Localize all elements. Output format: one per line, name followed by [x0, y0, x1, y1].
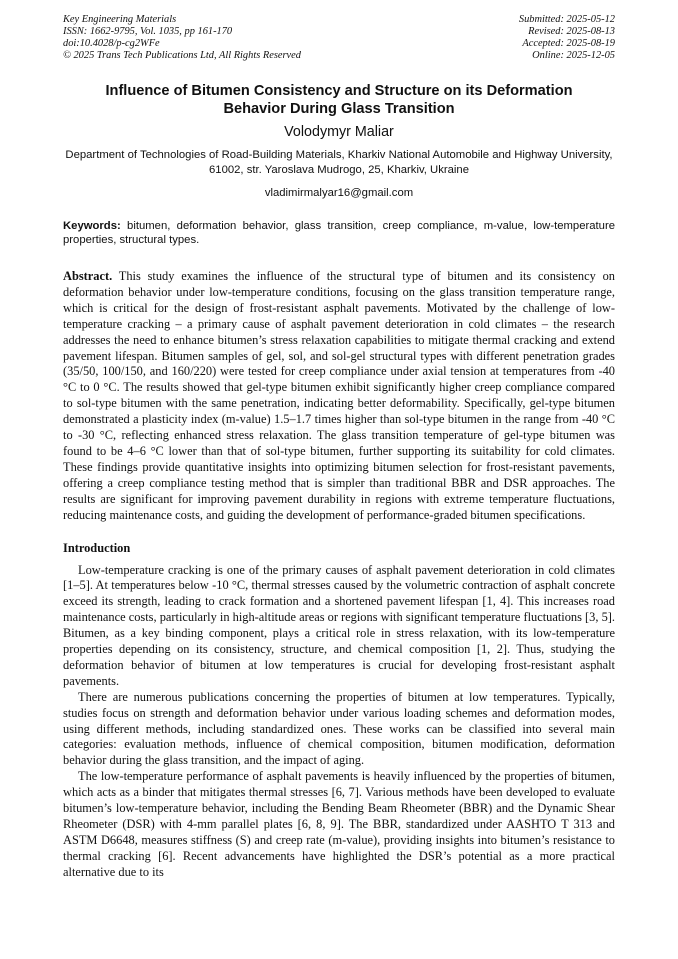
author-name: Volodymyr Maliar	[284, 124, 394, 140]
doi-line: doi:10.4028/p-cg2WFe	[63, 38, 160, 49]
journal-header	[63, 14, 615, 62]
author-email: vladimirmalyar16@gmail.com	[264, 187, 414, 199]
journal-name: Key Engineering Materials	[63, 14, 177, 25]
abstract	[63, 269, 615, 524]
keywords	[63, 220, 615, 247]
article-page	[63, 14, 615, 881]
revised-date: Revised: 2025-08-13	[528, 26, 615, 37]
journal-info	[63, 14, 301, 62]
abstract-text: This study examines the influence of the structural type of bitumen and its consistency on deformation behavior under low-temperature conditions, focusing on the glass transition temperature range, which is critical for the design of frost-resistant asphalt pavements. Motivated by the challenge of low-temperature cracking – a primary cause of asphalt pavement deterioration in cold climates – the research addresses the need to enhance bitumen’s stress relaxation capabilities to mitigate thermal cracking and extend pavement lifespan. Bitumen samples of gel, sol, and sol-gel structural types with different penetration grades (35/50, 100/150, and 160/220) were tested for creep compliance under axial tension at temperatures from -40 °C to 0 °C. The results showed that gel-type bitumen exhibit significantly higher creep compliance compared to sol-type bitumen with the same penetration, indicating better deformability. Specifically, gel-type bitumen demonstrated a plasticity index (m-value) 1.5–1.7 times higher than sol-type bitumen in the range from -40 °C to -30 °C, reflecting enhanced stress relaxation. The glass transition temperature of gel-type bitumen was found to be 4–6 °C lower than that of sol-type bitumen, further supporting its suitability for cold climates. These findings provide quantitative insights into optimizing bitumen selection for frost-resistant pavements, offering a creep compliance testing method that is simpler than traditional BBR and DSR approaches. The results are significant for improving pavement durability in regions with extreme temperature fluctuations, reducing maintenance costs, and guiding the development of performance-graded bitumen specifications.	[63, 269, 615, 522]
introduction-heading: Introduction	[63, 540, 131, 555]
accepted-date: Accepted: 2025-08-19	[522, 38, 615, 49]
issn-line: ISSN: 1662-9795, Vol. 1035, pp 161-170	[63, 26, 233, 37]
copyright-line: © 2025 Trans Tech Publications Ltd, All Rights Reserved	[63, 50, 301, 61]
intro-paragraph-3: The low-temperature performance of asphalt pavements is heavily influenced by the properties of bitumen, which acts as a binder that mitigates thermal stresses [6, 7]. Various methods have been developed to evaluate bitumen’s low-temperature behavior, including the Bending Beam Rheometer (BBR) and the Dynamic Shear Rheometer (DSR) with 4-mm parallel plates [6, 8, 9]. The BBR, standardized under AASHTO T 313 and ASTM D6648, measures stiffness (S) and creep rate (m-value), providing insights into bitumen’s resistance to thermal cracking [6]. Recent advancements have highlighted the DSR’s potential as a more practical alternative due to its	[63, 769, 615, 879]
keywords-text: bitumen, deformation behavior, glass transition, creep compliance, m-value, low-temperature properties, structural types.	[63, 220, 615, 246]
intro-paragraph-2: There are numerous publications concerning the properties of bitumen at low temperatures. Typically, studies focus on strength and deformation behavior under various loading schemes and deformation modes, using different methods, including standardized ones. These works can be classified into several main categories: evaluation methods, influence of chemical composition, bitumen modification, deformation behavior during the glass transition, and the impact of aging.	[63, 689, 615, 768]
intro-paragraph-1: Low-temperature cracking is one of the primary causes of asphalt pavement deterioration in cold climates [1–5]. At temperatures below -10 °C, thermal stresses caused by the volumetric contraction of asphalt concrete exceed its strength, leading to crack formation and a shortened pavement lifespan [1, 4]. This increases road maintenance costs, particularly in high-altitude areas or regions with significant temperature fluctuations [3, 5]. Bitumen, as a key binding component, plays a critical role in stress relaxation, with its low-temperature properties depending on its consistency, structure, and chemical composition [1, 2]. Thus, studying the deformation behavior of bitumen at low temperatures is crucial for developing frost-resistant asphalt pavements.	[63, 562, 615, 688]
keywords-label: Keywords:	[63, 220, 121, 232]
abstract-label: Abstract.	[63, 269, 113, 283]
article-title: Influence of Bitumen Consistency and Structure on its Deformation Behavior During Glass Transition	[105, 83, 573, 117]
submitted-date: Submitted: 2025-05-12	[518, 14, 615, 25]
publication-dates	[519, 14, 615, 62]
online-date: Online: 2025-12-05	[532, 50, 615, 61]
author-affiliation: Department of Technologies of Road-Building Materials, Kharkiv National Automobile and Highway University, 61002, str. Yaroslava Mudrogo, 25, Kharkiv, Ukraine	[65, 149, 613, 176]
